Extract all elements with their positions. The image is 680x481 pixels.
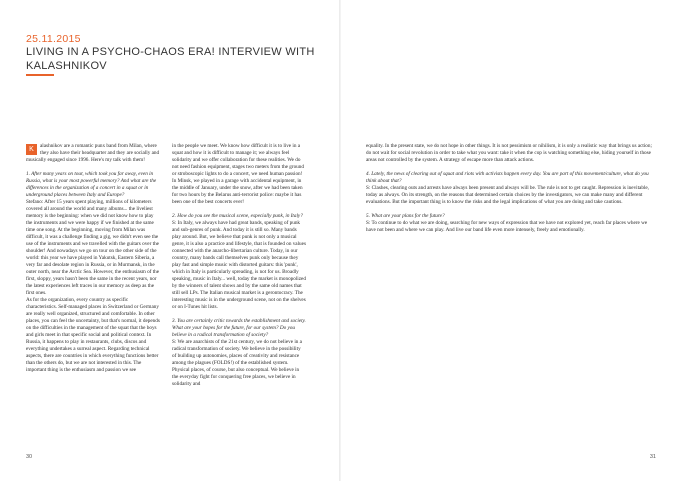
answer-3-end: equality. In the present state, we do not hope in other things. It is not pessimism or nihilism, it is only a realistic way that brings us action; do not wait for social revolution in order to take what you want: take it when the cop is watching something else, hiding yourself in those areas not controlled by the system. A strategy of escape more than attack actions. (366, 143, 652, 163)
article-title: LIVING IN A PSYCHO-CHAOS ERA! INTERVIEW WITH KALASHNIKOV (26, 46, 315, 72)
answer-2: S: In Italy, we always have had great bands, speaking of punk and sub-genres of punk. And today it is still so. Many bands play around. But, we believe that punk is not only a musical genre, it is also a practice and lifestyle, that is founded on values connected with the anarcho-libertarian culture. Today, in our country, many bands call themselves punk only because they play fast and simple music with distorted guitars: this 'punk', which in Italy is particularly spreading, is not for us. Broadly speaking, music in Italy... well, today the market is monopolized by the winners of talent shows and by the same old names that still sell LPs. The Italian musical market is a gerontocracy. The interesting music is in the underground scene, not on the shelves or on I-Tunes hit lists. (172, 220, 306, 310)
question-1: 1. After many years on tour, which took you far away, even in Russia, what is your most powerful memory? And what are the differences in the organization of a concert in a squat or in underground places between Italy and Europe? (26, 171, 157, 198)
answer-4: S: Clashes, clearing outs and arrests have always been present and always will be. The rule is not to get caught. Repression is inevitable, today as always. On its strength, on the reasons that determined certain choices by the investigators, we can make many and different evaluations. But the important thing is to know the risks and the legal implications of what you are doing and take cautions. (366, 185, 649, 205)
question-3: 3. You are certainly critic towards the establishment and society. What are your hopes for the future, for our system? Do you believe in a radical transformation of society? (172, 318, 306, 338)
text-column-3 (366, 143, 656, 234)
right-page (340, 0, 680, 481)
page-number-left: 30 (26, 454, 33, 460)
text-column-2 (172, 143, 306, 388)
intro-paragraph (26, 143, 160, 164)
intro-text: alashnikov are a romantic punx band from Milan, where they also have their headquarter and they are socially and musically engaged since 1996. Here's my talk with them! (26, 143, 160, 163)
page-number-right: 31 (649, 454, 656, 460)
answer-1: Stefano: After 15 years spent playing, millions of kilometers covered all around the world and many albums... the liveliest memory is the beginning: when we did not know how to play the instruments and we were happy if we finished at the same time one song. At the beginning, moving from Milan was difficult, it was a challenge finding a gig, we didn't even see the use of the instruments and we travelled with the guitars over the shoulder! And nowadays we go on tour on the other side of the world: this year we have played in Yakutsk, Eastern Siberia, a very far and desolate region in Russia, or in Murmansk, in the outer north, near the Arctic Sea. However, the enthusiasm of the first, sloppy, years hasn't been the same in the recent years, nor the latest experiences left traces in our memory as deep as the first ones. (26, 199, 160, 296)
title-underline (26, 74, 54, 76)
answer-1-end: in the people we meet. We know how difficult it is to live in a squat and how it is difficult to manage it; we always feel solidarity and we offer collaboration for these realities. We do not need fashion equipment, stages two meters from the ground or stroboscopic lights to do a concert, we need human passion! In Minsk, we played in a garage with accidental equipment, in the middle of January, under the snow, after we had been taken for two hours by the Belarus anti-terrorist police: maybe it has been one of the best concerts ever! (172, 143, 304, 205)
answer-1-continued: As for the organization, every country as specific characteristics. Self-managed places in Switzerland or Germany are really well organized, structured and comfortable. In other places, you can feel the uncertainty, but that's normal, it depends on the difficulties in the management of the squat that the boys and girls meet in that specific social and political context. In Russia, it happens to play in restaurants, clubs, discos and everything undertakes a surreal aspect. Regarding technical aspects, there are countries in which everything functions better than the others do, but we are not interested in this. The important thing is the enthusiasm and passion we see (26, 297, 160, 373)
question-2: 2. How do you see the musical scene, especially punk, in Italy? (172, 213, 303, 219)
answer-5: S: To continue to do what we are doing, searching for new ways of expression that we have not explored yet, reach far places where we have not been and where we can play. And live our band life even more intensely, freely and emotionally. (366, 220, 648, 233)
article-date: 25.11.2015 (26, 33, 81, 45)
question-5: 5. What are your plans for the future? (366, 213, 445, 219)
question-4: 4. Lately, the news of clearing out of squat and riots with activists happen every day. You are part of this movement/culture, what do you think about that? (366, 171, 649, 184)
text-column-1 (26, 143, 160, 374)
drop-cap: K (26, 144, 37, 155)
answer-3: S: We are anarchists of the 21st century, we do not believe in a radical transformation of society. We believe in the possibility of building up autonomies, places of creativity and resistance among the plagues (FOLDS!) of the established system. Physical places, of course, but also conceptual. We believe in the everyday fight for conquering free places, we believe in solidarity and (172, 339, 302, 387)
